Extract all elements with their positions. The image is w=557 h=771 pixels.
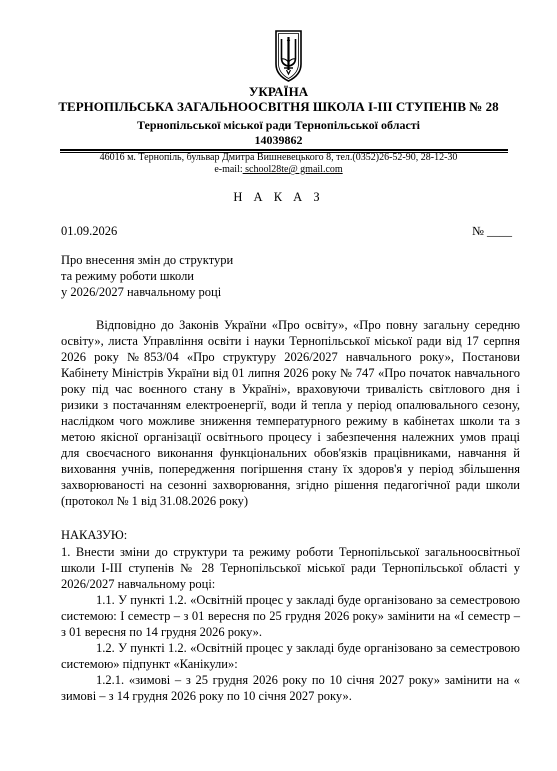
email-label: e-mail: (214, 164, 243, 175)
order-item-1-1: 1.1. У пункті 1.2. «Освітній процес у закладі буде організовано за семестровою системою: І семестр – з 01 вересня по 25 грудня 2026 року» замінити на «І семестр – з 01 вересня по 14 грудня 2026 року». (61, 593, 520, 639)
subject-line-1: Про внесення змін до структури (61, 253, 234, 267)
order-item-1: 1. Внести зміни до структури та режиму роботи Тернопільської загальноосвітньої школи І-ІІІ ступенів № 28 Тернопільської міської ради Тернопільської області у 2026/2027 навчальному році: (61, 545, 520, 591)
order-item-1-2-1: 1.2.1. «зимові – з 25 грудня 2026 року по 10 січня 2027 року» замінити на « зимові – з 14 грудня 2026 року по 10 січня 2027 року». (61, 673, 520, 703)
header-divider-thick (60, 149, 508, 151)
order-number: № ____ (472, 224, 513, 238)
email-link[interactable]: school28te@ gmail.com (242, 164, 343, 175)
preamble-paragraph: Відповідно до Законів України «Про освіту», «Про повну загальну середню освіту», листа Управління освіти і науки Тернопільської міської ради від 17 серпня 2026 року №853/04 «Про структуру 2026/2027 навчального року», Постанови Кабінету Міністрів України від 01 липня 2026 року № 747 «Про початок навчального року під час воєнного стану в Україні», враховуючи тривалість світлового дня і ризики з постачанням електроенергії, води й тепла у період опалювального сезону, наслідком чого можливе зниження температурного режиму в кабінетах школи та з метою якісної організації освітнього процесу і забезпечення належних умов праці для своєчасного виконання функціональних обов'язків працівниками, навчання й виховання учнів, попередження погіршення стану їх здоров'я у період збільшення захворюваності на сезонні захворювання, згідно рішення педагогічної ради школи (протокол № 1 від 31.08.2026 року) (61, 318, 520, 508)
header-school-name: ТЕРНОПІЛЬСЬКА ЗАГАЛЬНООСВІТНЯ ШКОЛА І-ІІІ СТУПЕНІВ № 28 (58, 99, 499, 114)
document-title: Н А К А З (233, 190, 324, 204)
header-code: 14039862 (254, 133, 303, 147)
subject-line-3: у 2026/2027 навчальному році (61, 285, 222, 299)
contact-address: 46016 м. Тернопіль, бульвар Дмитра Вишневецького 8, тел.(0352)26-52-90, 28-12-30 (99, 152, 458, 163)
trident-emblem-icon (272, 28, 305, 83)
orders-heading: НАКАЗУЮ: (61, 528, 128, 542)
order-date: 01.09.2026 (61, 224, 118, 238)
header-council: Тернопільської міської ради Тернопільської області (136, 118, 420, 132)
contact-email-line (0, 164, 557, 175)
subject-line-2: та режиму роботи школи (61, 269, 194, 283)
order-item-1-2: 1.2. У пункті 1.2. «Освітній процес у закладі буде організовано за семестровою системою» підпункт «Канікули»: (61, 641, 520, 671)
header-country: УКРАЇНА (248, 84, 309, 99)
